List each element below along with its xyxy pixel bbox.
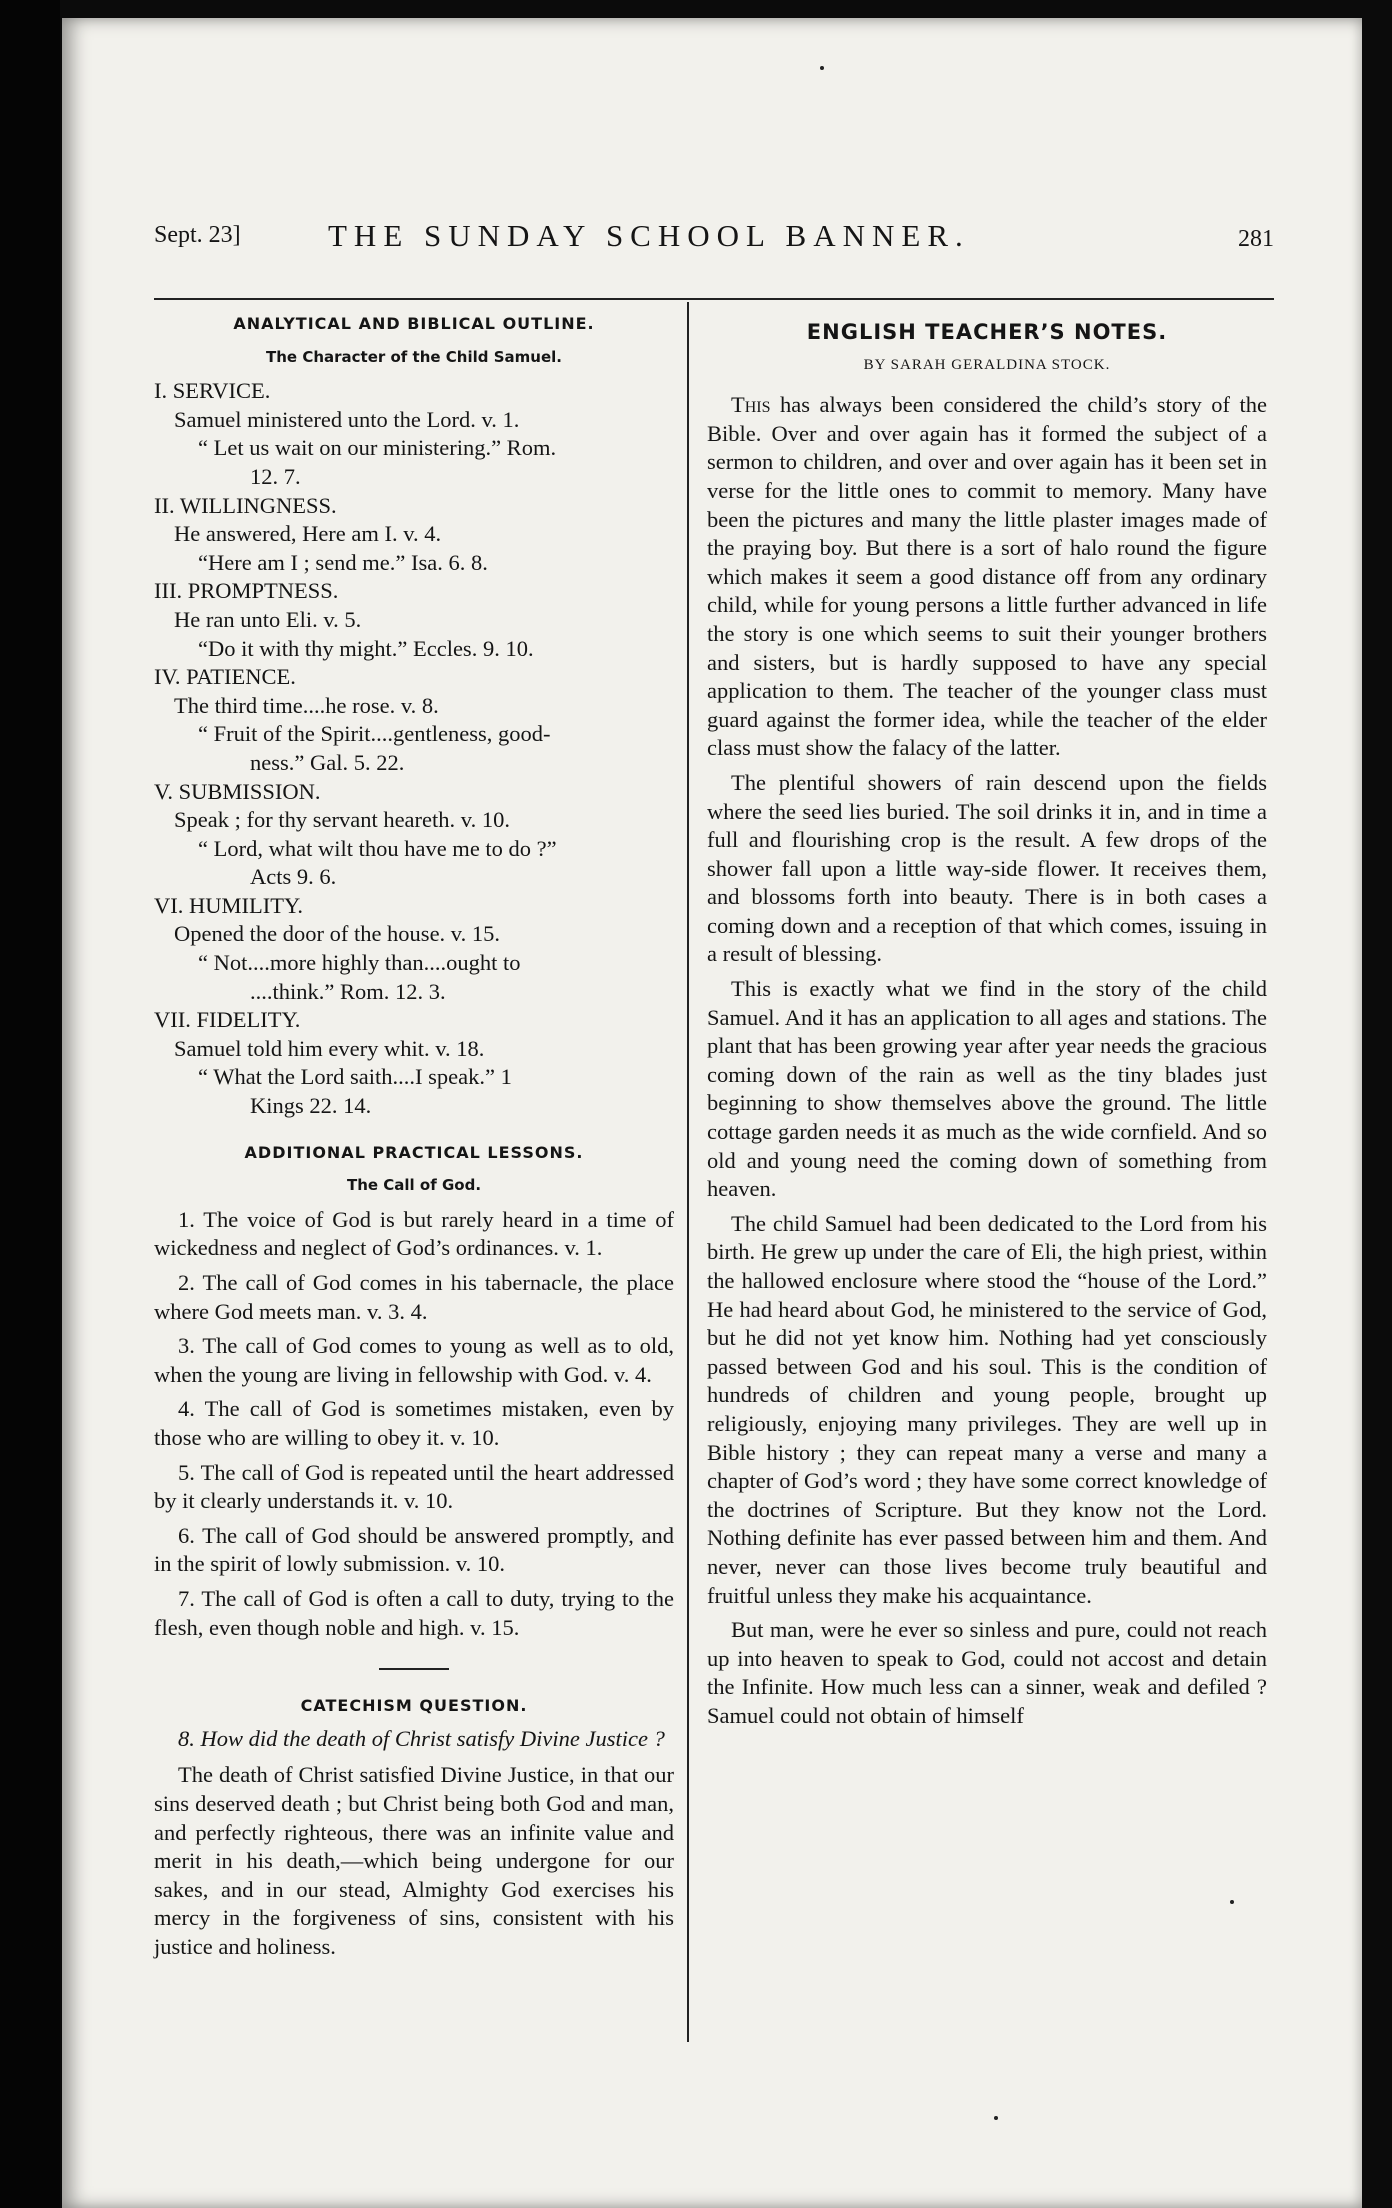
outline-line: He ran unto Eli. v. 5. <box>174 606 362 632</box>
lesson-item: 6. The call of God should be answered promptly, and in the spirit of lowly submission. v. 10. <box>154 1522 674 1577</box>
outline-heading-item: V. SUBMISSION. <box>154 778 321 804</box>
first-word: This <box>731 392 771 418</box>
outline-subheading: The Character of the Child Samuel. <box>266 347 562 366</box>
running-header <box>154 204 1274 264</box>
notes-byline: BY SARAH GERALDINA STOCK. <box>863 356 1111 373</box>
paper-speck <box>994 2116 998 2120</box>
outline-line: Acts 9. 6. <box>250 864 337 890</box>
outline-line: Samuel told him every whit. v. 18. <box>174 1035 485 1061</box>
outline-heading-item: II. WILLINGNESS. <box>154 492 337 518</box>
right-column <box>707 318 1267 1737</box>
outline-line: Opened the door of the house. v. 15. <box>174 921 500 947</box>
outline-heading-item: III. PROMPTNESS. <box>154 578 339 604</box>
notes-paragraph: This is exactly what we find in the story of the child Samuel. And it has an application to all ages and stations. The plant that has been growing year after year needs the gracious coming down of the rain as well as the tiny blades just beginning to show themselves above the ground. The little cottage garden needs it as much as the wide cornfield. And so old and young need the coming down of something from heaven. <box>707 976 1267 1202</box>
outline-line: Kings 22. 14. <box>250 1093 372 1119</box>
header-rule <box>154 298 1274 300</box>
outline-line: “Do it with thy might.” Eccles. 9. 10. <box>198 635 534 661</box>
lesson-item: 2. The call of God comes in his tabernacle, the place where God meets man. v. 3. 4. <box>154 1270 674 1324</box>
outline-line: He answered, Here am I. v. 4. <box>174 521 442 547</box>
left-column <box>154 310 674 1961</box>
notes-title: ENGLISH TEACHER’S NOTES. <box>806 320 1168 344</box>
outline-line: The third time....he rose. v. 8. <box>174 692 439 718</box>
outline-line: “ Fruit of the Spirit....gentleness, good- <box>198 721 551 747</box>
notes-paragraph: The plentiful showers of rain descend upon the fields where the seed lies buried. The soil drinks it in, and in time a full and flourishing crop is the result. A few drops of the shower fall upon a little way-side flower. It receives them, and blossoms forth into beauty. There is in both cases a coming down and a reception of that which comes, issuing in a result of blessing. <box>707 769 1267 967</box>
book-spine-shadow <box>0 0 60 2208</box>
outline-line: 12. 7. <box>250 463 301 489</box>
outline-heading-item: I. SERVICE. <box>154 378 271 404</box>
lesson-item: 7. The call of God is often a call to duty, trying to the flesh, even though noble and high. v. 15. <box>154 1585 674 1640</box>
outline-line: “ Not....more highly than....ought to <box>198 950 521 976</box>
outline-line: “ Let us wait on our ministering.” Rom. <box>198 435 557 461</box>
outline-line: “ Lord, what wilt thou have me to do ?” <box>198 835 557 861</box>
page-number: 281 <box>1238 226 1274 252</box>
outline-heading: ANALYTICAL AND BIBLICAL OUTLINE. <box>233 314 595 333</box>
lessons-subheading: The Call of God. <box>346 1176 482 1195</box>
paper-speck <box>1230 1900 1234 1904</box>
notes-paragraph-first <box>707 391 1267 763</box>
lesson-item: 3. The call of God comes to young as well as to old, when the young are living in fellowship with God. v. 4. <box>154 1333 674 1387</box>
section-divider <box>379 1668 449 1670</box>
outline-line: Speak ; for thy servant heareth. v. 10. <box>174 807 510 833</box>
catechism-heading: CATECHISM QUESTION. <box>300 1696 528 1716</box>
lesson-item: 4. The call of God is sometimes mistaken, even by those who are willing to obey it. v. 10. <box>154 1396 674 1450</box>
outline-heading-item: IV. PATIENCE. <box>154 664 296 690</box>
column-rule <box>687 302 689 2042</box>
first-paragraph-text: has always been considered the child’s story of the Bible. Over and over again has it formed the subject of a sermon to children, and over and over again has it been set in verse for the little ones to commit to memory. Many have been the pictures and many the little plaster images made of the praying boy. But there is a sort of halo round the figure which makes it seem a good distance off from any ordinary child, while for young persons a little further advanced in life the story is one which seems to suit their younger brothers and sisters, but is hardly supposed to have any special application to them. The teacher of the younger class must guard against the former idea, while the teacher of the elder class must show the falacy of the latter. <box>707 392 1267 761</box>
lessons-heading: ADDITIONAL PRACTICAL LESSONS. <box>244 1142 584 1162</box>
outline-line: ness.” Gal. 5. 22. <box>250 749 405 775</box>
notes-paragraphs <box>707 769 1267 1731</box>
outline-line: “ What the Lord saith....I speak.” 1 <box>198 1064 512 1090</box>
outline-line: Samuel ministered unto the Lord. v. 1. <box>174 406 520 432</box>
notes-paragraph: The child Samuel had been dedicated to the Lord from his birth. He grew up under the care of Eli, the high priest, within the hallowed enclosure where stood the “house of the Lord.” He had heard about God, he ministered to the service of God, but he did not yet know him. Nothing had yet consciously passed between God and his soul. This is the condition of hundreds of children and young people, brought up religiously, enjoying many privileges. They are well up in Bible history ; they can repeat many a verse and many a chapter of God’s word ; they have some correct knowledge of the doctrines of Scripture. But they know not the Lord. Nothing definite has ever passed between him and them. And never, never can those lives become truly beautiful and fruitful unless they make his acquaintance. <box>707 1210 1267 1608</box>
lesson-item: 1. The voice of God is but rarely heard in a time of wickedness and neglect of God’s ordinances. v. 1. <box>154 1206 674 1261</box>
catechism-question: 8. How did the death of Christ satisfy Divine Justice ? <box>178 1725 665 1751</box>
outline-line: ....think.” Rom. 12. 3. <box>250 978 446 1004</box>
header-title: THE SUNDAY SCHOOL BANNER. <box>328 218 970 253</box>
header-date: Sept. 23] <box>154 222 241 248</box>
book-page <box>62 18 1362 2208</box>
paper-speck <box>820 66 824 70</box>
notes-paragraph: But man, were he ever so sinless and pure, could not reach up into heaven to speak to God, could not accost and detain the Infinite. How much less can a sinner, weak and defiled ? Samuel could not obtain of himself <box>707 1617 1267 1728</box>
catechism-answer: The death of Christ satisfied Divine Justice, in that our sins deserved death ; but Christ being both God and man, and perfectly righteous, there was an infinite value and merit in his death,—which being undergone for our sakes, and in our stead, Almighty God exercises his mercy in the forgiveness of sins, consistent with his justice and holiness. <box>154 1762 674 1959</box>
outline-line: “Here am I ; send me.” Isa. 6. 8. <box>198 549 488 575</box>
outline-list <box>154 377 674 1120</box>
outline-heading-item: VI. HUMILITY. <box>154 892 303 918</box>
outline-heading-item: VII. FIDELITY. <box>154 1007 301 1033</box>
lesson-item: 5. The call of God is repeated until the heart addressed by it clearly understands it. v. 10. <box>154 1459 674 1514</box>
lessons-list <box>154 1206 674 1642</box>
